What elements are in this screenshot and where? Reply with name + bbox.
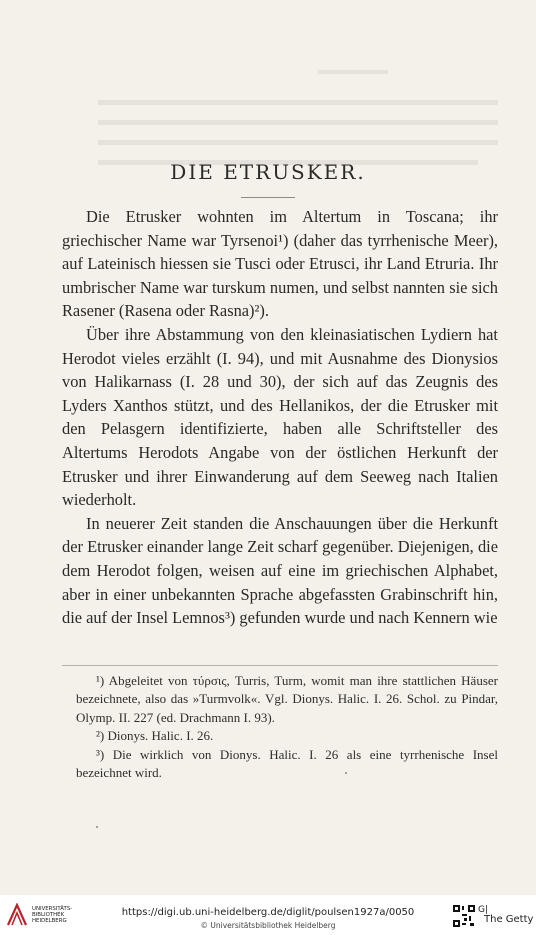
- title-divider: [241, 197, 295, 198]
- footnotes: [76, 672, 498, 782]
- qr-code-icon[interactable]: [452, 904, 476, 928]
- paper-speck: [345, 772, 347, 774]
- source-url-link[interactable]: https://digi.ub.uni-heidelberg.de/diglit/poulsen1927a/0050: [121, 907, 415, 918]
- copyright-notice: © Universitätsbibliothek Heidelberg: [200, 921, 336, 930]
- page-title: DIE ETRUSKER.: [170, 160, 366, 184]
- getty-logo-icon: G|: [478, 905, 489, 915]
- viewer-footer: [0, 895, 536, 935]
- footnote: ²) Dionys. Halic. I. 26.: [96, 728, 214, 744]
- footnote: ¹) Abgeleitet von τύρσις, Turris, Turm, womit man ihre stattlichen Häuser bezeichnete, also das »Turmvolk«. Vgl. Dionys. Halic. I. 26. Schol. zu Pindar, Olymp. II. 227 (ed. Drachmann I. 93).: [76, 673, 498, 725]
- paragraph: Die Etrusker wohnten im Altertum in Toscana; ihr griechischer Name war Tyrsenoi¹) (daher das tyrrhenische Meer), auf Lateinisch hiessen sie Tusci oder Etrusci, ihr Land Etruria. Ihr umbrischer Name war turskum numen, und selbst nannten sie sich Rasener (Rasena oder Rasna)²).: [62, 207, 498, 321]
- getty-label[interactable]: The Getty: [484, 914, 534, 925]
- library-logo-text: UNIVERSITÄTS- BIBLIOTHEK HEIDELBERG: [32, 906, 73, 925]
- main-text: [62, 205, 498, 630]
- paragraph: In neuerer Zeit standen die Anschauungen über die Herkunft der Etrusker einander lange Zeit scharf gegenüber. Diejenigen, die dem Herodot folgen, weisen auf eine im griechischen Alphabet, aber in einer unbekannten Sprache abgefassten Grabinschrift hin, die auf der Insel Lemnos³) gefunden wurde und nach Kennern wie: [62, 513, 498, 628]
- footnote: ³) Die wirklich von Dionys. Halic. I. 26 als eine tyrrhenische Insel bezeichnet wird.: [76, 746, 498, 781]
- paper-speck: [96, 826, 98, 828]
- footnote-divider: [62, 665, 498, 666]
- paragraph: Über ihre Abstammung von den kleinasiatischen Lydiern hat Herodot vieles erzählt (I. 94), und mit Ausnahme des Dionysios von Halikarnass (I. 28 und 30), der sich auf das Zeugnis des Lyders Xanthos stützt, und des Hellanikos, der die Etrusker mit den Pelasgern identifizierte, haben alle Schriftsteller des Altertums Herodots Angabe von der östlichen Herkunft der Etrusker und ihrer Einwanderung auf dem Seeweg nach Italien wiederholt.: [62, 324, 498, 510]
